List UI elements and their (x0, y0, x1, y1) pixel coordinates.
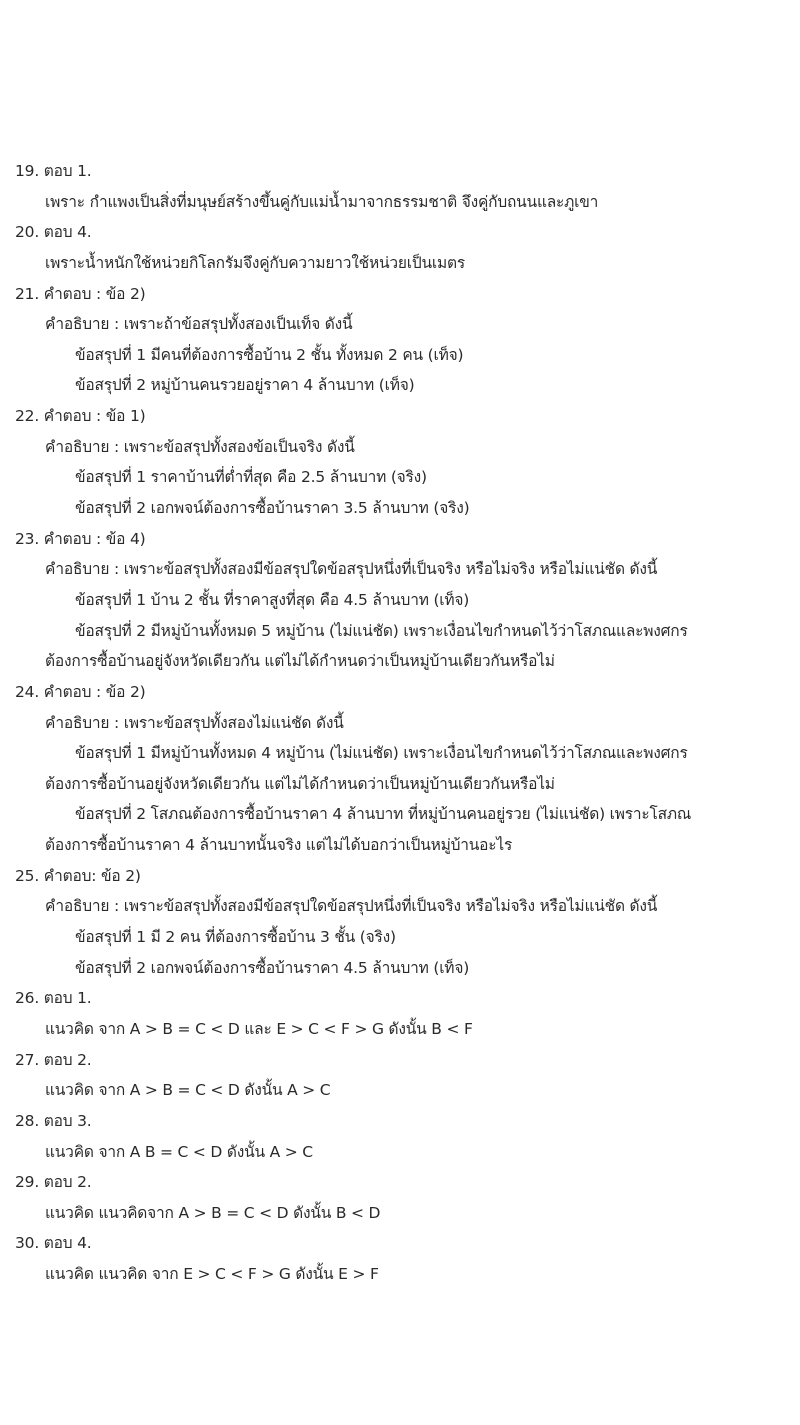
answer-25-conclusion-1: ข้อสรุปที่ 1 มี 2 คน ที่ต้องการซื้อบ้าน 3 ชั้น (จริง) (75, 928, 396, 947)
answer-25-explanation: คำอธิบาย : เพราะข้อสรุปทั้งสองมีข้อสรุปใดข้อสรุปหนึ่งที่เป็นจริง หรือไม่จริง หรือไม่แน่ชัด ดังนี้ (45, 897, 658, 916)
answer-21-conclusion-1: ข้อสรุปที่ 1 มีคนที่ต้องการซื้อบ้าน 2 ชั้น ทั้งหมด 2 คน (เท็จ) (75, 345, 464, 364)
item-answer: ตอบ 2. (43, 1050, 92, 1069)
answer-24-explanation: คำอธิบาย : เพราะข้อสรุปทั้งสองไม่แน่ชัด ดังนี้ (45, 713, 344, 732)
answer-key-document (0, 156, 800, 1290)
answer-22-conclusion-2: ข้อสรุปที่ 2 เอกพจน์ต้องการซื้อบ้านราคา 3.5 ล้านบาท (จริง) (75, 499, 470, 518)
answer-24-conclusion-2-continued: ต้องการซื้อบ้านราคา 4 ล้านบาทนั้นจริง แต่ไม่ได้บอกว่าเป็นหมู่บ้านอะไร (45, 836, 513, 855)
item-answer: คำตอบ : ข้อ 2) (43, 284, 146, 303)
item-number: 20. (15, 223, 40, 242)
answer-23-conclusion-1: ข้อสรุปที่ 1 บ้าน 2 ชั้น ที่ราคาสูงที่สุด คือ 4.5 ล้านบาท (เท็จ) (75, 590, 470, 609)
item-number: 19. (15, 162, 40, 180)
answer-19-explanation: เพราะ กำแพงเป็นสิ่งที่มนุษย์สร้างขึ้นคู่กับแม่น้ำมาจากธรรมชาติ จึงคู่กับถนนและภูเขา (45, 192, 599, 211)
item-answer: คำตอบ : ข้อ 2) (43, 682, 146, 701)
item-answer: ตอบ 4. (43, 223, 92, 242)
answer-23-conclusion-2-continued: ต้องการซื้อบ้านอยู่จังหวัดเดียวกัน แต่ไม่ได้กำหนดว่าเป็นหมู่บ้านเดียวกันหรือไม่ (45, 652, 555, 671)
item-answer: ตอบ 4. (43, 1234, 92, 1253)
item-answer: คำตอบ : ข้อ 4) (43, 529, 146, 548)
answer-24-conclusion-1-continued: ต้องการซื้อบ้านอยู่จังหวัดเดียวกัน แต่ไม่ได้กำหนดว่าเป็นหมู่บ้านเดียวกันหรือไม่ (45, 774, 555, 793)
answer-29-reasoning: แนวคิด แนวคิดจาก A > B = C < D ดังนั้น B < D (45, 1203, 381, 1222)
item-answer: ตอบ 1. (43, 162, 92, 180)
item-number: 30. (15, 1234, 40, 1253)
item-answer: ตอบ 3. (43, 1111, 92, 1130)
item-answer: ตอบ 1. (43, 989, 92, 1008)
item-number: 28. (15, 1111, 40, 1130)
item-answer: คำตอบ: ข้อ 2) (43, 866, 141, 885)
answer-21-conclusion-2: ข้อสรุปที่ 2 หมู่บ้านคนรวยอยู่ราคา 4 ล้านบาท (เท็จ) (75, 376, 415, 395)
item-answer: ตอบ 2. (43, 1173, 92, 1192)
answer-23-heading (0, 524, 800, 555)
item-number: 22. (15, 407, 40, 426)
answer-22-heading (0, 401, 800, 432)
answer-24-conclusion-2: ข้อสรุปที่ 2 โสภณต้องการซื้อบ้านราคา 4 ล้านบาท ที่หมู่บ้านคนอยู่รวย (ไม่แน่ชัด) เพราะโสภณ (75, 805, 692, 824)
answer-26-reasoning: แนวคิด จาก A > B = C < D และ E > C < F > G ดังนั้น B < F (45, 1019, 473, 1038)
item-number: 25. (15, 866, 40, 885)
item-number: 27. (15, 1050, 40, 1069)
answer-22-conclusion-1: ข้อสรุปที่ 1 ราคาบ้านที่ต่ำที่สุด คือ 2.5 ล้านบาท (จริง) (75, 468, 427, 487)
answer-24-conclusion-1: ข้อสรุปที่ 1 มีหมู่บ้านทั้งหมด 4 หมู่บ้าน (ไม่แน่ชัด) เพราะเงื่อนไขกำหนดไว้ว่าโสภณและพงศกร (75, 744, 688, 763)
answer-26-heading (0, 983, 800, 1014)
answer-28-reasoning: แนวคิด จาก A B = C < D ดังนั้น A > C (45, 1142, 313, 1161)
answer-27-reasoning: แนวคิด จาก A > B = C < D ดังนั้น A > C (45, 1081, 331, 1100)
answer-20-heading (0, 217, 800, 248)
answer-25-conclusion-2: ข้อสรุปที่ 2 เอกพจน์ต้องการซื้อบ้านราคา 4.5 ล้านบาท (เท็จ) (75, 958, 470, 977)
answer-30-reasoning: แนวคิด แนวคิด จาก E > C < F > G ดังนั้น E > F (45, 1265, 379, 1284)
item-answer: คำตอบ : ข้อ 1) (43, 407, 146, 426)
answer-30-heading (0, 1228, 800, 1259)
answer-25-heading (0, 861, 800, 892)
answer-27-heading (0, 1045, 800, 1076)
answer-28-heading (0, 1106, 800, 1137)
item-number: 24. (15, 682, 40, 701)
answer-19-heading (0, 156, 800, 187)
answer-20-explanation: เพราะน้ำหนักใช้หน่วยกิโลกรัมจึงคู่กับความยาวใช้หน่วยเป็นเมตร (45, 253, 466, 272)
item-number: 26. (15, 989, 40, 1008)
answer-23-explanation: คำอธิบาย : เพราะข้อสรุปทั้งสองมีข้อสรุปใดข้อสรุปหนึ่งที่เป็นจริง หรือไม่จริง หรือไม่แน่ชัด ดังนี้ (45, 560, 658, 579)
answer-22-explanation: คำอธิบาย : เพราะข้อสรุปทั้งสองข้อเป็นจริง ดังนี้ (45, 437, 355, 456)
answer-24-heading (0, 677, 800, 708)
answer-21-explanation: คำอธิบาย : เพราะถ้าข้อสรุปทั้งสองเป็นเท็จ ดังนี้ (45, 315, 353, 334)
answer-23-conclusion-2: ข้อสรุปที่ 2 มีหมู่บ้านทั้งหมด 5 หมู่บ้าน (ไม่แน่ชัด) เพราะเงื่อนไขกำหนดไว้ว่าโสภณและพงศกร (75, 621, 688, 640)
answer-29-heading (0, 1167, 800, 1198)
item-number: 29. (15, 1173, 40, 1192)
item-number: 21. (15, 284, 40, 303)
item-number: 23. (15, 529, 40, 548)
answer-21-heading (0, 279, 800, 310)
